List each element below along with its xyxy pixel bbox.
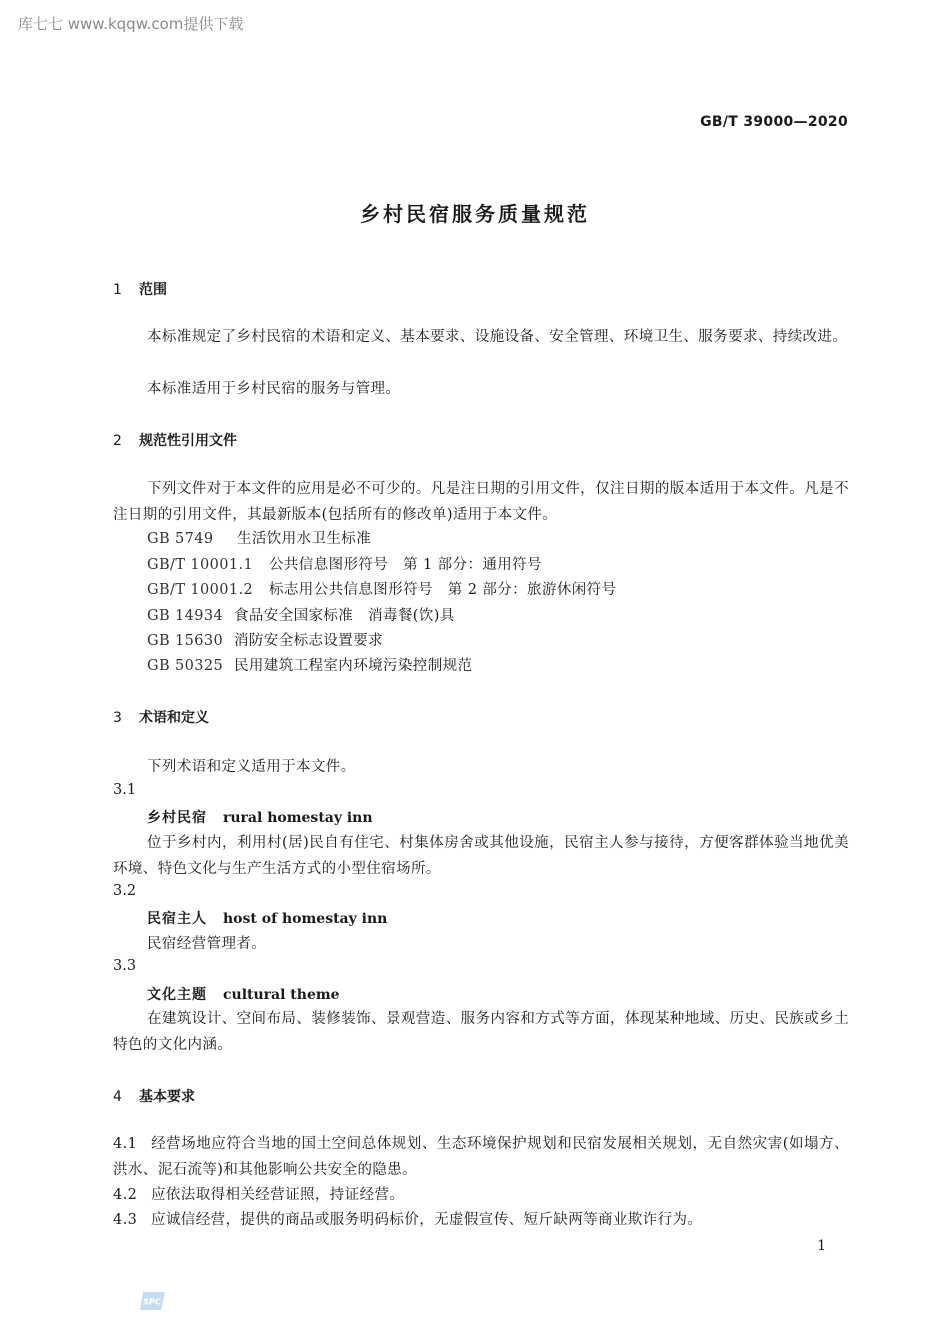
reference-item [147, 578, 616, 599]
section-title: 规范性引用文件 [139, 433, 237, 449]
watermark: 库七七 www.kqqw.com提供下载 [18, 15, 244, 33]
scope-paragraph-1: 本标准规定了乡村民宿的术语和定义、基本要求、设施设备、安全管理、环境卫生、服务要求、持续改进。 [147, 329, 848, 345]
section-title: 范围 [139, 282, 167, 298]
section-4-heading [113, 1086, 195, 1106]
requirement-text: 应诚信经营，提供的商品或服务明码标价，无虚假宣传、短斤缺两等商业欺诈行为。 [151, 1212, 703, 1228]
section-number: 3 [113, 710, 122, 726]
term-heading [147, 807, 373, 827]
section-number: 1 [113, 282, 122, 298]
term-chinese: 民宿主人 [147, 911, 207, 927]
section-3-heading [113, 707, 209, 727]
term-number: 3.1 [113, 782, 137, 798]
reference-item [147, 604, 455, 625]
term-english: rural homestay inn [223, 810, 373, 826]
reference-title: 消防安全标志设置要求 [234, 633, 383, 649]
section-1-heading [113, 279, 167, 299]
term-english: host of homestay inn [223, 911, 388, 927]
reference-title: 标志用公共信息图形符号 第 2 部分：旅游休闲符号 [269, 582, 617, 598]
spc-logo-icon [139, 1290, 166, 1312]
section-title: 术语和定义 [139, 710, 209, 726]
reference-title: 生活饮用水卫生标准 [237, 531, 372, 547]
standard-number: GB/T 39000—2020 [700, 114, 848, 130]
term-number: 3.3 [113, 958, 137, 974]
term-heading [147, 908, 387, 928]
reference-code: GB 14934 [147, 608, 224, 624]
reference-title: 食品安全国家标准 消毒餐(饮)具 [234, 608, 455, 624]
scope-paragraph-2: 本标准适用于乡村民宿的服务与管理。 [147, 381, 401, 397]
reference-code: GB 50325 [147, 658, 224, 674]
term-heading [147, 984, 340, 1004]
page-number: 1 [817, 1238, 826, 1254]
requirement-item [113, 1207, 849, 1233]
requirement-number: 4.3 [113, 1212, 138, 1228]
term-english: cultural theme [223, 987, 340, 1003]
reference-code: GB 15630 [147, 633, 224, 649]
reference-item [147, 654, 472, 675]
section-number: 2 [113, 433, 122, 449]
requirement-number: 4.1 [113, 1136, 138, 1152]
section-title: 基本要求 [139, 1089, 195, 1105]
term-chinese: 文化主题 [147, 987, 207, 1003]
requirement-text: 经营场地应符合当地的国土空间总体规划、生态环境保护规划和民宿发展相关规划，无自然灾害(如塌方、洪水、泥石流等)和其他影响公共安全的隐患。 [113, 1136, 849, 1178]
reference-code: GB/T 10001.2 [147, 582, 254, 598]
requirement-text: 应依法取得相关经营证照，持证经营。 [151, 1187, 405, 1203]
terms-intro: 下列术语和定义适用于本文件。 [147, 759, 356, 775]
term-number: 3.2 [113, 883, 137, 899]
reference-item [147, 553, 542, 574]
section-2-heading [113, 430, 237, 450]
term-definition: 位于乡村内，利用村(居)民自有住宅、村集体房舍或其他设施，民宿主人参与接待，方便客群体验当地优美环境、特色文化与生产生活方式的小型住宿场所。 [113, 835, 849, 877]
page-title: 乡村民宿服务质量规范 [360, 202, 590, 226]
term-definition: 民宿经营管理者。 [147, 936, 267, 952]
term-definition: 在建筑设计、空间布局、装修装饰、景观营造、服务内容和方式等方面，体现某种地域、历史、民族或乡土特色的文化内涵。 [113, 1011, 849, 1053]
normative-intro: 下列文件对于本文件的应用是必不可少的。凡是注日期的引用文件，仅注日期的版本适用于本文件。凡是不注日期的引用文件，其最新版本(包括所有的修改单)适用于本文件。 [113, 481, 849, 523]
reference-item [147, 527, 371, 548]
section-number: 4 [113, 1089, 122, 1105]
reference-code: GB/T 10001.1 [147, 557, 254, 573]
reference-title: 公共信息图形符号 第 1 部分：通用符号 [269, 557, 542, 573]
requirement-item [113, 1131, 849, 1183]
requirement-item [113, 1182, 849, 1208]
logo-text: SPC [143, 1297, 161, 1307]
term-chinese: 乡村民宿 [147, 810, 207, 826]
reference-item [147, 629, 383, 650]
reference-code: GB 5749 [147, 531, 214, 547]
reference-title: 民用建筑工程室内环境污染控制规范 [234, 658, 473, 674]
requirement-number: 4.2 [113, 1187, 138, 1203]
